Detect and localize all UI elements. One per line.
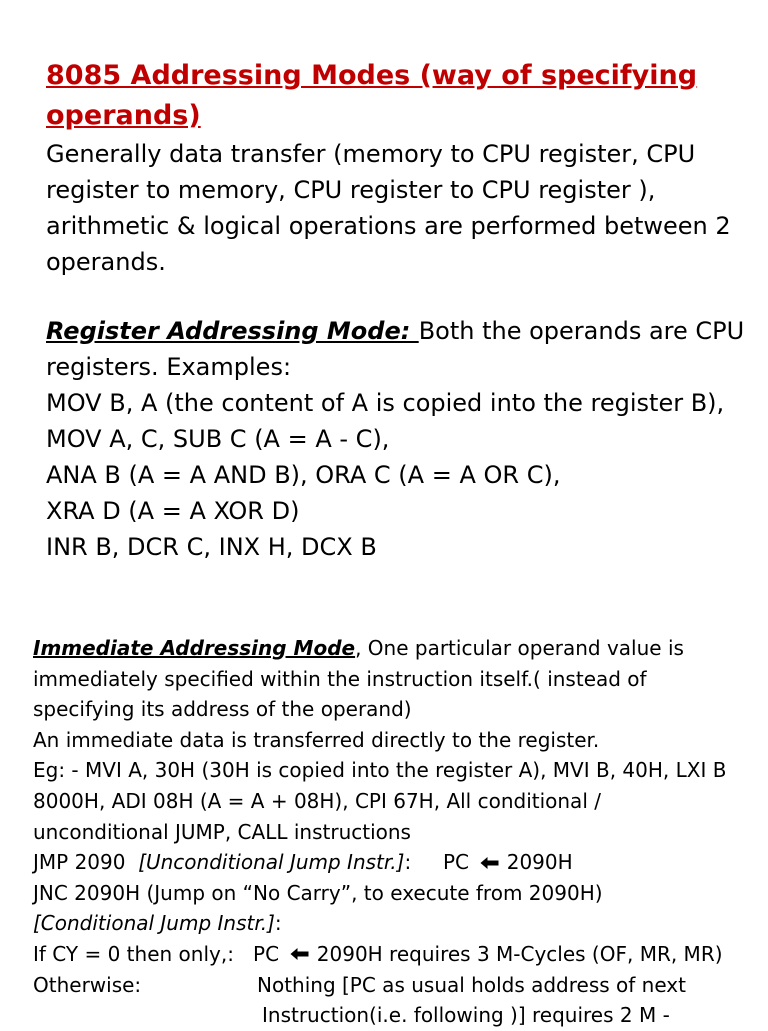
immediate-mode-line: unconditional JUMP, CALL instructions bbox=[33, 819, 411, 844]
jmp-line bbox=[33, 847, 763, 878]
if-suffix: 2090H requires 3 M-Cycles (OF, MR, MR) bbox=[310, 941, 723, 966]
register-mode-line: XRA D (A = A XOR D) bbox=[46, 497, 300, 525]
jmp-italic: [Unconditional Jump Instr.] bbox=[138, 850, 405, 875]
jmp-middle: : PC bbox=[404, 850, 476, 875]
if-line bbox=[33, 939, 763, 970]
otherwise-text: Nothing [PC as usual holds address of next bbox=[257, 972, 686, 997]
register-mode-first-line bbox=[46, 313, 761, 349]
conditional-italic: [Conditional Jump Instr.] bbox=[33, 911, 275, 936]
conditional-line bbox=[33, 908, 763, 939]
immediate-mode-line: Eg: - MVI A, 30H (30H is copied into the register A), MVI B, 40H, LXI B bbox=[33, 758, 727, 783]
intro-line: Generally data transfer (memory to CPU register, CPU bbox=[46, 140, 696, 168]
immediate-mode-intro: , One particular operand value is bbox=[355, 636, 684, 660]
immediate-mode-first-line bbox=[33, 633, 763, 664]
immediate-mode-line: 8000H, ADI 08H (A = A + 08H), CPI 67H, All conditional / bbox=[33, 788, 601, 813]
otherwise-line bbox=[33, 970, 763, 1001]
register-mode-line: MOV B, A (the content of A is copied into the register B), bbox=[46, 389, 725, 417]
intro-paragraph bbox=[46, 136, 761, 280]
title-line-2: operands) bbox=[46, 100, 201, 131]
immediate-mode-heading: Immediate Addressing Mode bbox=[33, 636, 356, 660]
immediate-mode-section bbox=[33, 633, 763, 1031]
register-mode-line: MOV A, C, SUB C (A = A - C), bbox=[46, 425, 390, 453]
if-prefix: If CY = 0 then only,: PC bbox=[33, 941, 286, 966]
register-mode-intro: Both the operands are CPU bbox=[418, 317, 745, 345]
jmp-prefix: JMP 2090 bbox=[33, 850, 139, 875]
title-line-1: 8085 Addressing Modes (way of specifying bbox=[46, 60, 698, 91]
immediate-mode-line: An immediate data is transferred directly to the register. bbox=[33, 727, 600, 752]
register-mode-line: INR B, DCR C, INX H, DCX B bbox=[46, 533, 377, 561]
intro-line: arithmetic & logical operations are performed between 2 bbox=[46, 212, 731, 240]
intro-line: operands. bbox=[46, 248, 166, 276]
otherwise-label: Otherwise: bbox=[33, 972, 142, 997]
immediate-mode-line: specifying its address of the operand) bbox=[33, 697, 412, 722]
last-line bbox=[33, 1000, 763, 1031]
intro-line: register to memory, CPU register to CPU register ), bbox=[46, 176, 656, 204]
conditional-colon: : bbox=[274, 911, 282, 936]
jnc-line: JNC 2090H (Jump on “No Carry”, to execute from 2090H) bbox=[33, 880, 603, 905]
register-mode-heading: Register Addressing Mode: bbox=[46, 317, 419, 345]
register-mode-line: ANA B (A = A AND B), ORA C (A = A OR C), bbox=[46, 461, 561, 489]
register-mode-section bbox=[46, 313, 761, 565]
jmp-suffix: 2090H bbox=[500, 850, 573, 875]
last-line-text: Instruction(i.e. following )] requires 2 M - bbox=[262, 1003, 670, 1028]
left-arrow-icon bbox=[479, 856, 500, 870]
left-arrow-icon bbox=[289, 947, 310, 961]
register-mode-line: registers. Examples: bbox=[46, 353, 292, 381]
page-title bbox=[46, 56, 746, 136]
immediate-mode-line: immediately specified within the instruction itself.( instead of bbox=[33, 666, 647, 691]
